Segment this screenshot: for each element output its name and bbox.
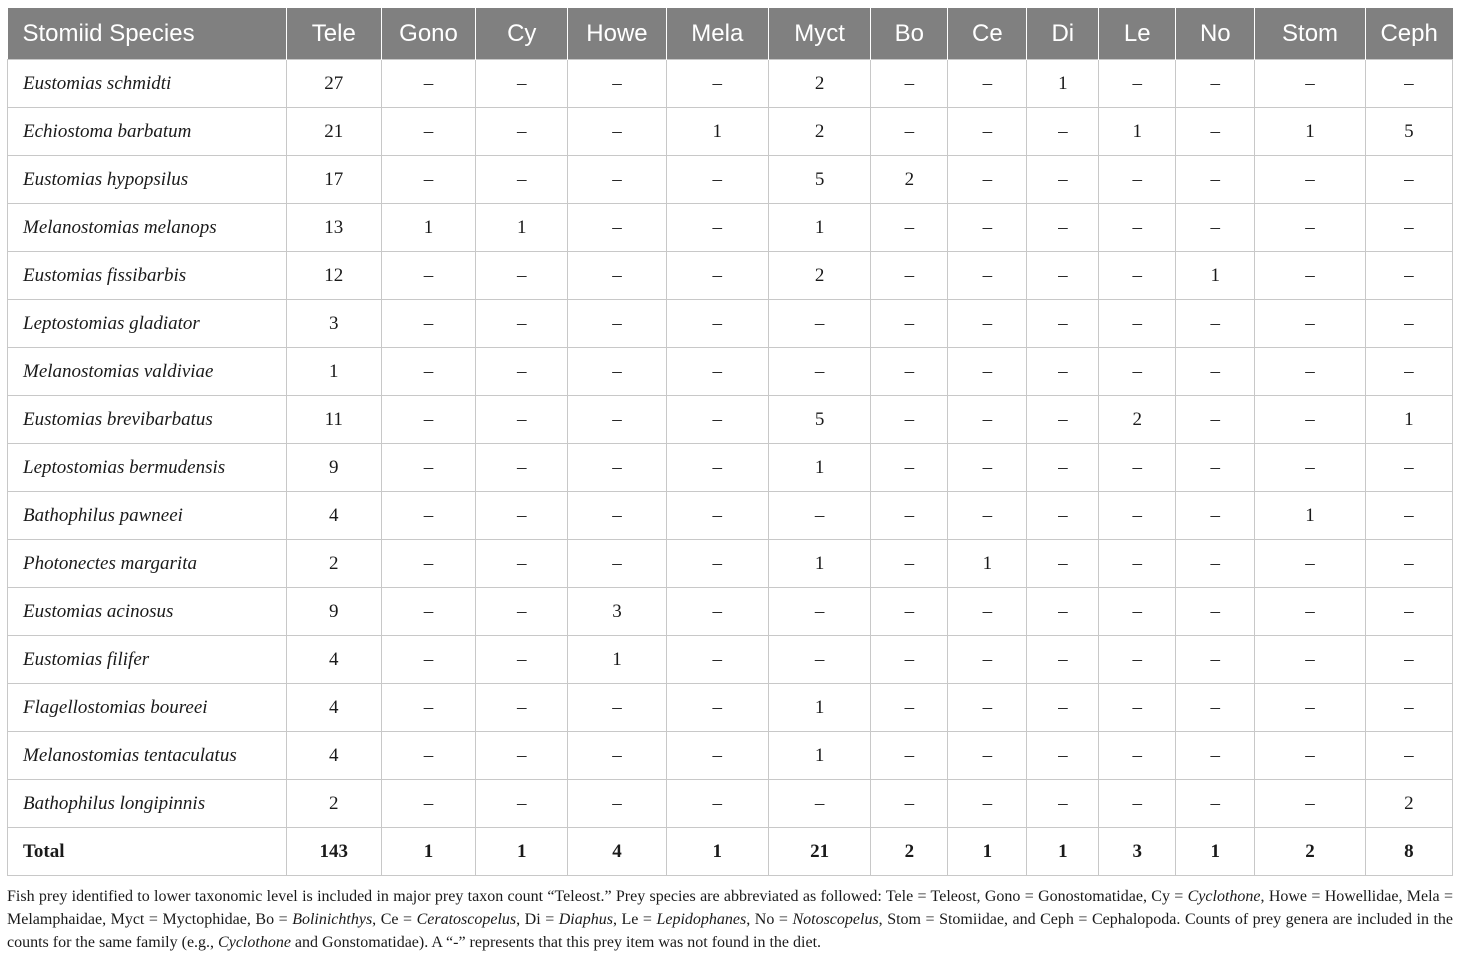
count-cell: –: [666, 684, 768, 732]
count-cell: –: [1027, 300, 1099, 348]
count-cell: –: [1099, 780, 1176, 828]
count-cell: –: [768, 492, 870, 540]
count-cell: 2: [1365, 780, 1452, 828]
count-cell: –: [871, 684, 948, 732]
count-cell: –: [1099, 156, 1176, 204]
species-name-cell: Leptostomias bermudensis: [8, 444, 287, 492]
species-name-cell: Photonectes margarita: [8, 540, 287, 588]
count-cell: –: [476, 636, 568, 684]
count-cell: –: [1176, 60, 1255, 108]
count-cell: –: [381, 588, 475, 636]
count-cell: –: [1027, 156, 1099, 204]
table-row: [8, 444, 1453, 492]
count-cell: –: [948, 108, 1027, 156]
species-name-cell: Eustomias schmidti: [8, 60, 287, 108]
count-cell: –: [1027, 588, 1099, 636]
count-cell: 9: [286, 444, 381, 492]
count-cell: –: [1365, 300, 1452, 348]
total-count-cell: 1: [476, 828, 568, 876]
count-cell: –: [476, 492, 568, 540]
count-cell: –: [1255, 588, 1365, 636]
species-name-cell: Melanostomias melanops: [8, 204, 287, 252]
table-row: [8, 204, 1453, 252]
count-cell: –: [1255, 636, 1365, 684]
footnote-text: , Stom = Stomiidae, and Ceph = Cephalopoda. Counts of prey genera are included in the counts for the same family (e.g.,: [7, 911, 1454, 951]
count-cell: –: [666, 492, 768, 540]
count-cell: 5: [768, 396, 870, 444]
count-cell: –: [871, 60, 948, 108]
table-row: [8, 492, 1453, 540]
count-cell: 1: [1255, 108, 1365, 156]
total-count-cell: 143: [286, 828, 381, 876]
column-header-howe: Howe: [568, 8, 666, 60]
count-cell: –: [948, 588, 1027, 636]
count-cell: –: [871, 348, 948, 396]
count-cell: –: [768, 348, 870, 396]
column-header-le: Le: [1099, 8, 1176, 60]
count-cell: –: [1365, 732, 1452, 780]
count-cell: –: [1027, 780, 1099, 828]
count-cell: 21: [286, 108, 381, 156]
count-cell: –: [1099, 492, 1176, 540]
count-cell: –: [1365, 204, 1452, 252]
count-cell: 27: [286, 60, 381, 108]
total-count-cell: 1: [666, 828, 768, 876]
total-count-cell: 3: [1099, 828, 1176, 876]
count-cell: –: [948, 732, 1027, 780]
total-count-cell: 1: [381, 828, 475, 876]
count-cell: –: [381, 156, 475, 204]
count-cell: 2: [1099, 396, 1176, 444]
table-row: [8, 108, 1453, 156]
table-footnote: [7, 885, 1453, 954]
count-cell: –: [768, 300, 870, 348]
count-cell: 1: [286, 348, 381, 396]
count-cell: –: [1099, 348, 1176, 396]
count-cell: –: [871, 204, 948, 252]
count-cell: 1: [948, 540, 1027, 588]
count-cell: 2: [768, 252, 870, 300]
count-cell: 3: [286, 300, 381, 348]
count-cell: –: [871, 300, 948, 348]
footnote-text: , Howe = Howellidae, Mela = Melamphaidae, Myct = Myctophidae, Bo =: [7, 888, 1453, 928]
footnote-italic-text: Ceratoscopelus: [416, 911, 517, 928]
count-cell: –: [1365, 444, 1452, 492]
species-name-cell: Eustomias acinosus: [8, 588, 287, 636]
footnote-italic-text: Diaphus: [558, 911, 613, 928]
count-cell: –: [1255, 156, 1365, 204]
count-cell: –: [1176, 732, 1255, 780]
table-row: [8, 60, 1453, 108]
count-cell: –: [666, 204, 768, 252]
count-cell: –: [1176, 780, 1255, 828]
count-cell: –: [476, 588, 568, 636]
count-cell: 17: [286, 156, 381, 204]
count-cell: –: [476, 300, 568, 348]
count-cell: –: [666, 300, 768, 348]
count-cell: –: [568, 492, 666, 540]
count-cell: –: [666, 732, 768, 780]
count-cell: –: [768, 588, 870, 636]
table-row: [8, 588, 1453, 636]
count-cell: –: [1099, 732, 1176, 780]
count-cell: –: [768, 780, 870, 828]
count-cell: 4: [286, 732, 381, 780]
count-cell: –: [476, 348, 568, 396]
total-count-cell: 4: [568, 828, 666, 876]
count-cell: 12: [286, 252, 381, 300]
count-cell: –: [381, 396, 475, 444]
species-name-cell: Melanostomias tentaculatus: [8, 732, 287, 780]
footnote-italic-text: Notoscopelus: [792, 911, 879, 928]
count-cell: –: [568, 684, 666, 732]
count-cell: 11: [286, 396, 381, 444]
count-cell: –: [666, 156, 768, 204]
species-name-cell: Eustomias brevibarbatus: [8, 396, 287, 444]
count-cell: –: [1255, 204, 1365, 252]
total-count-cell: 1: [1027, 828, 1099, 876]
count-cell: 1: [1176, 252, 1255, 300]
count-cell: 1: [1365, 396, 1452, 444]
count-cell: –: [871, 780, 948, 828]
column-header-no: No: [1176, 8, 1255, 60]
count-cell: –: [1176, 108, 1255, 156]
count-cell: –: [1255, 540, 1365, 588]
count-cell: –: [568, 204, 666, 252]
count-cell: 1: [1255, 492, 1365, 540]
count-cell: –: [1099, 300, 1176, 348]
count-cell: –: [568, 348, 666, 396]
count-cell: 4: [286, 636, 381, 684]
count-cell: 2: [871, 156, 948, 204]
count-cell: 1: [768, 684, 870, 732]
count-cell: –: [381, 252, 475, 300]
table-row: [8, 396, 1453, 444]
count-cell: –: [381, 60, 475, 108]
count-cell: –: [666, 588, 768, 636]
count-cell: –: [1255, 732, 1365, 780]
diet-table: [7, 8, 1453, 876]
count-cell: –: [948, 204, 1027, 252]
count-cell: –: [948, 348, 1027, 396]
count-cell: –: [568, 444, 666, 492]
column-header-mela: Mela: [666, 8, 768, 60]
count-cell: –: [1027, 732, 1099, 780]
count-cell: –: [1255, 396, 1365, 444]
count-cell: –: [1255, 252, 1365, 300]
count-cell: –: [381, 492, 475, 540]
count-cell: 9: [286, 588, 381, 636]
count-cell: –: [1255, 300, 1365, 348]
count-cell: –: [568, 156, 666, 204]
species-name-cell: Bathophilus pawneei: [8, 492, 287, 540]
count-cell: 1: [381, 204, 475, 252]
count-cell: 1: [1099, 108, 1176, 156]
count-cell: 5: [1365, 108, 1452, 156]
count-cell: –: [476, 60, 568, 108]
count-cell: 3: [568, 588, 666, 636]
count-cell: –: [1365, 60, 1452, 108]
count-cell: 1: [768, 204, 870, 252]
total-count-cell: 1: [1176, 828, 1255, 876]
count-cell: –: [1255, 780, 1365, 828]
count-cell: –: [1027, 204, 1099, 252]
count-cell: –: [1099, 636, 1176, 684]
table-row: [8, 540, 1453, 588]
footnote-italic-text: Bolinichthys: [292, 911, 373, 928]
table-row: [8, 156, 1453, 204]
count-cell: –: [568, 732, 666, 780]
count-cell: –: [476, 780, 568, 828]
count-cell: –: [1176, 204, 1255, 252]
count-cell: –: [568, 780, 666, 828]
count-cell: –: [871, 396, 948, 444]
count-cell: –: [1099, 252, 1176, 300]
count-cell: –: [948, 156, 1027, 204]
column-header-tele: Tele: [286, 8, 381, 60]
species-name-cell: Leptostomias gladiator: [8, 300, 287, 348]
count-cell: –: [1176, 156, 1255, 204]
count-cell: –: [1255, 60, 1365, 108]
count-cell: –: [666, 60, 768, 108]
count-cell: –: [1099, 588, 1176, 636]
count-cell: –: [568, 60, 666, 108]
count-cell: –: [666, 636, 768, 684]
count-cell: –: [871, 732, 948, 780]
species-name-cell: Flagellostomias boureei: [8, 684, 287, 732]
count-cell: 13: [286, 204, 381, 252]
total-count-cell: 1: [948, 828, 1027, 876]
count-cell: 2: [768, 108, 870, 156]
species-name-cell: Melanostomias valdiviae: [8, 348, 287, 396]
count-cell: –: [381, 300, 475, 348]
count-cell: –: [1099, 60, 1176, 108]
count-cell: –: [381, 108, 475, 156]
count-cell: –: [568, 252, 666, 300]
count-cell: –: [1176, 588, 1255, 636]
count-cell: –: [948, 684, 1027, 732]
diet-table-container: [7, 8, 1453, 876]
count-cell: –: [871, 540, 948, 588]
count-cell: –: [1027, 492, 1099, 540]
count-cell: –: [666, 444, 768, 492]
column-header-myct: Myct: [768, 8, 870, 60]
count-cell: –: [871, 588, 948, 636]
count-cell: –: [948, 300, 1027, 348]
count-cell: –: [1027, 396, 1099, 444]
count-cell: –: [1176, 348, 1255, 396]
count-cell: –: [871, 636, 948, 684]
table-body: [8, 60, 1453, 876]
count-cell: –: [476, 252, 568, 300]
footnote-italic-text: Lepidophanes: [656, 911, 747, 928]
count-cell: –: [1255, 348, 1365, 396]
count-cell: –: [948, 252, 1027, 300]
count-cell: –: [1255, 684, 1365, 732]
column-header-cy: Cy: [476, 8, 568, 60]
count-cell: –: [381, 684, 475, 732]
count-cell: 1: [666, 108, 768, 156]
footnote-italic-text: Cyclothone: [1187, 888, 1261, 905]
count-cell: –: [871, 444, 948, 492]
count-cell: –: [568, 108, 666, 156]
count-cell: –: [948, 636, 1027, 684]
species-name-cell: Bathophilus longipinnis: [8, 780, 287, 828]
count-cell: –: [476, 156, 568, 204]
count-cell: 1: [768, 732, 870, 780]
species-name-cell: Eustomias fissibarbis: [8, 252, 287, 300]
count-cell: –: [1365, 540, 1452, 588]
count-cell: –: [476, 396, 568, 444]
table-row: [8, 348, 1453, 396]
count-cell: –: [381, 732, 475, 780]
count-cell: –: [381, 348, 475, 396]
count-cell: –: [1365, 156, 1452, 204]
count-cell: 1: [476, 204, 568, 252]
species-name-cell: Eustomias hypopsilus: [8, 156, 287, 204]
count-cell: –: [1176, 636, 1255, 684]
count-cell: –: [1176, 396, 1255, 444]
count-cell: –: [476, 108, 568, 156]
count-cell: –: [1099, 204, 1176, 252]
count-cell: 1: [768, 444, 870, 492]
count-cell: –: [871, 492, 948, 540]
count-cell: –: [948, 492, 1027, 540]
count-cell: –: [1027, 108, 1099, 156]
count-cell: –: [1365, 684, 1452, 732]
footnote-text: and Gonstomatidae). A “-” represents that this prey item was not found in the diet.: [290, 934, 822, 951]
species-name-cell: Eustomias filifer: [8, 636, 287, 684]
count-cell: –: [568, 396, 666, 444]
count-cell: –: [476, 444, 568, 492]
count-cell: –: [666, 348, 768, 396]
count-cell: –: [1176, 444, 1255, 492]
footnote-text: , No =: [746, 911, 793, 928]
count-cell: –: [1365, 492, 1452, 540]
count-cell: –: [1099, 444, 1176, 492]
count-cell: –: [1027, 444, 1099, 492]
table-header: [8, 8, 1453, 60]
count-cell: –: [871, 108, 948, 156]
count-cell: –: [948, 60, 1027, 108]
table-row: [8, 732, 1453, 780]
count-cell: 4: [286, 684, 381, 732]
count-cell: –: [568, 300, 666, 348]
footnote-text: Fish prey identified to lower taxonomic level is included in major prey taxon count “Teleost.” Prey species are abbreviated as followed: Tele = Teleost, Gono = Gonostomatidae, Cy =: [7, 888, 1188, 905]
count-cell: –: [1365, 348, 1452, 396]
table-row: [8, 780, 1453, 828]
count-cell: –: [666, 540, 768, 588]
count-cell: –: [1365, 588, 1452, 636]
count-cell: –: [1027, 636, 1099, 684]
count-cell: –: [1027, 348, 1099, 396]
count-cell: 2: [286, 540, 381, 588]
total-count-cell: 8: [1365, 828, 1452, 876]
table-row: [8, 684, 1453, 732]
count-cell: –: [666, 780, 768, 828]
count-cell: 1: [768, 540, 870, 588]
count-cell: –: [948, 396, 1027, 444]
table-row: [8, 636, 1453, 684]
count-cell: 1: [568, 636, 666, 684]
count-cell: –: [381, 636, 475, 684]
count-cell: –: [948, 444, 1027, 492]
count-cell: –: [666, 396, 768, 444]
footnote-text: , Di =: [516, 911, 559, 928]
footnote-italic-text: Cyclothone: [218, 934, 291, 951]
column-header-ceph: Ceph: [1365, 8, 1452, 60]
count-cell: 2: [768, 60, 870, 108]
column-header-gono: Gono: [381, 8, 475, 60]
count-cell: –: [381, 780, 475, 828]
column-header-bo: Bo: [871, 8, 948, 60]
count-cell: –: [1176, 540, 1255, 588]
count-cell: –: [871, 252, 948, 300]
count-cell: –: [1027, 540, 1099, 588]
total-count-cell: 21: [768, 828, 870, 876]
count-cell: –: [1027, 252, 1099, 300]
count-cell: –: [1099, 540, 1176, 588]
table-row: [8, 300, 1453, 348]
column-header-ce: Ce: [948, 8, 1027, 60]
count-cell: –: [1365, 252, 1452, 300]
count-cell: –: [768, 636, 870, 684]
table-row: [8, 252, 1453, 300]
count-cell: –: [666, 252, 768, 300]
count-cell: –: [381, 444, 475, 492]
total-count-cell: 2: [871, 828, 948, 876]
count-cell: 4: [286, 492, 381, 540]
footnote-text: , Ce =: [372, 911, 417, 928]
footnote-text: , Le =: [612, 911, 657, 928]
count-cell: –: [476, 732, 568, 780]
header-row: [8, 8, 1453, 60]
count-cell: –: [476, 684, 568, 732]
count-cell: –: [1027, 684, 1099, 732]
count-cell: –: [1176, 684, 1255, 732]
column-header-di: Di: [1027, 8, 1099, 60]
column-header-species: Stomiid Species: [8, 8, 287, 60]
total-row: [8, 828, 1453, 876]
count-cell: –: [1099, 684, 1176, 732]
count-cell: –: [1255, 444, 1365, 492]
species-name-cell: Echiostoma barbatum: [8, 108, 287, 156]
count-cell: –: [1176, 492, 1255, 540]
count-cell: –: [1176, 300, 1255, 348]
count-cell: –: [948, 780, 1027, 828]
count-cell: 1: [1027, 60, 1099, 108]
count-cell: 2: [286, 780, 381, 828]
column-header-stom: Stom: [1255, 8, 1365, 60]
total-count-cell: 2: [1255, 828, 1365, 876]
total-label-cell: Total: [8, 828, 287, 876]
count-cell: 5: [768, 156, 870, 204]
count-cell: –: [476, 540, 568, 588]
count-cell: –: [568, 540, 666, 588]
count-cell: –: [1365, 636, 1452, 684]
count-cell: –: [381, 540, 475, 588]
